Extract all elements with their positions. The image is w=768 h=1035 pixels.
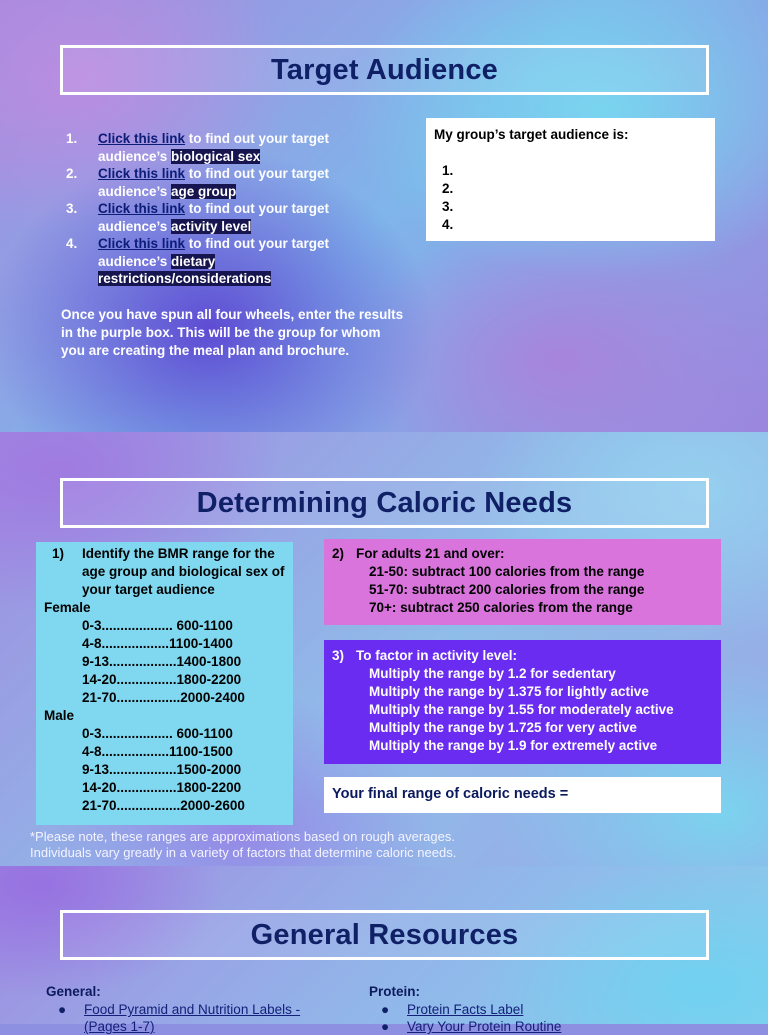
male-row: 14-20................1800-2200: [82, 780, 242, 795]
slide-target-audience: [0, 0, 768, 432]
bmr-range-box: 1) Identify the BMR range for the age group and biological sex of your target audience Female 0-3................... 600-1100 4-8..................1100-1400 9-13..................1400-1800 14-20................1800-2200 21-70.................2000-2400 Male 0-3................... 600-1100 4-8..................1100-1500 9-13..................1500-2000 14-20................1800-2200 21-70.................2000-2600: [36, 542, 293, 825]
slide-caloric-needs: [0, 432, 768, 866]
protein-resources-column: [369, 983, 669, 1035]
caloric-needs-title-box: [60, 478, 709, 528]
list-item: [369, 1018, 669, 1035]
male-row: 9-13..................1500-2000: [82, 762, 242, 777]
general-resources-title-box: [60, 910, 709, 960]
activity-level-box: 3) To factor in activity level: Multiply the range by 1.2 for sedentary Multiply the range by 1.375 for lightly active Multiply the range by 1.55 for moderately active Multiply the range by 1.725 for very active Multiply the range by 1.9 for extremely active: [324, 640, 721, 764]
final-range-field[interactable]: [324, 777, 721, 813]
bullet-icon: ●: [381, 1019, 390, 1034]
slide-general-resources: [0, 866, 768, 1034]
dietary-restrictions-link[interactable]: Click this link: [98, 236, 186, 251]
adult-adjustment-box: 2) For adults 21 and over: 21-50: subtract 100 calories from the range 51-70: subtract 200 calories from the range 70+: subtract 250 calories from the range: [324, 539, 721, 625]
age-group-link[interactable]: Click this link: [98, 166, 186, 181]
adult-row: 51-70: subtract 200 calories from the range: [369, 582, 645, 597]
male-label: Male: [44, 708, 75, 723]
activity-row: Multiply the range by 1.725 for very active: [369, 720, 637, 735]
answer-item[interactable]: 2.: [442, 181, 454, 196]
female-label: Female: [44, 600, 91, 615]
approximation-note: *Please note, these ranges are approximations based on rough averages. Individuals vary greatly in a variety of factors that determine caloric needs.: [30, 829, 457, 860]
target-audience-title-box: [60, 45, 709, 95]
bullet-icon: ●: [58, 1002, 67, 1017]
food-pyramid-link[interactable]: Food Pyramid and Nutrition Labels - (Pages 1-7): [84, 1002, 301, 1034]
answer-box-heading: My group’s target audience is:: [434, 127, 629, 142]
list-item: [369, 1001, 669, 1018]
general-heading: General:: [46, 984, 101, 999]
activity-level-link[interactable]: Click this link: [98, 201, 186, 216]
activity-row: Multiply the range by 1.55 for moderately active: [369, 702, 674, 717]
female-row: 0-3................... 600-1100: [82, 618, 233, 633]
step-4: 4. Click this link to find out your target audience’s dietary restrictions/considerations: [66, 236, 330, 286]
activity-row: Multiply the range by 1.2 for sedentary: [369, 666, 616, 681]
protein-facts-link[interactable]: Protein Facts Label: [407, 1002, 524, 1017]
step-1: 1. Click this link to find out your target audience’s biological sex: [66, 131, 330, 164]
instruction-steps: [66, 130, 366, 288]
step-2: 2. Click this link to find out your target audience’s age group: [66, 166, 330, 199]
target-audience-answer-box[interactable]: [426, 118, 715, 241]
answer-item[interactable]: 1.: [442, 163, 454, 178]
instructions-paragraph: Once you have spun all four wheels, enter the results in the purple box. This will be the group for whom you are creating the meal plan and brochure.: [61, 307, 404, 358]
female-row: 21-70.................2000-2400: [82, 690, 245, 705]
list-item: [46, 1001, 346, 1035]
biological-sex-link[interactable]: Click this link: [98, 131, 186, 146]
adult-heading: For adults 21 and over:: [356, 546, 505, 561]
target-audience-title: Target Audience: [271, 53, 498, 86]
male-row: 21-70.................2000-2600: [82, 798, 245, 813]
general-resources-column: [46, 983, 346, 1035]
protein-heading: Protein:: [369, 984, 421, 999]
vary-protein-link[interactable]: Vary Your Protein Routine: [407, 1019, 562, 1034]
male-row: 4-8..................1100-1500: [82, 744, 233, 759]
adult-row: 70+: subtract 250 calories from the range: [369, 600, 633, 615]
activity-row: Multiply the range by 1.9 for extremely active: [369, 738, 658, 753]
step-3: 3. Click this link to find out your target audience’s activity level: [66, 201, 330, 234]
female-row: 9-13..................1400-1800: [82, 654, 242, 669]
activity-row: Multiply the range by 1.375 for lightly active: [369, 684, 649, 699]
final-range-label: Your final range of caloric needs =: [332, 786, 569, 802]
female-row: 14-20................1800-2200: [82, 672, 242, 687]
answer-item[interactable]: 4.: [442, 217, 454, 232]
adult-row: 21-50: subtract 100 calories from the range: [369, 564, 645, 579]
answer-item[interactable]: 3.: [442, 199, 454, 214]
caloric-needs-title: Determining Caloric Needs: [196, 486, 573, 519]
bullet-icon: ●: [381, 1002, 390, 1017]
general-resources-title: General Resources: [250, 918, 519, 951]
male-row: 0-3................... 600-1100: [82, 726, 233, 741]
female-row: 4-8..................1100-1400: [82, 636, 233, 651]
bmr-heading: Identify the BMR range for the age group and biological sex of your target audience: [82, 546, 285, 597]
activity-heading: To factor in activity level:: [356, 648, 518, 663]
